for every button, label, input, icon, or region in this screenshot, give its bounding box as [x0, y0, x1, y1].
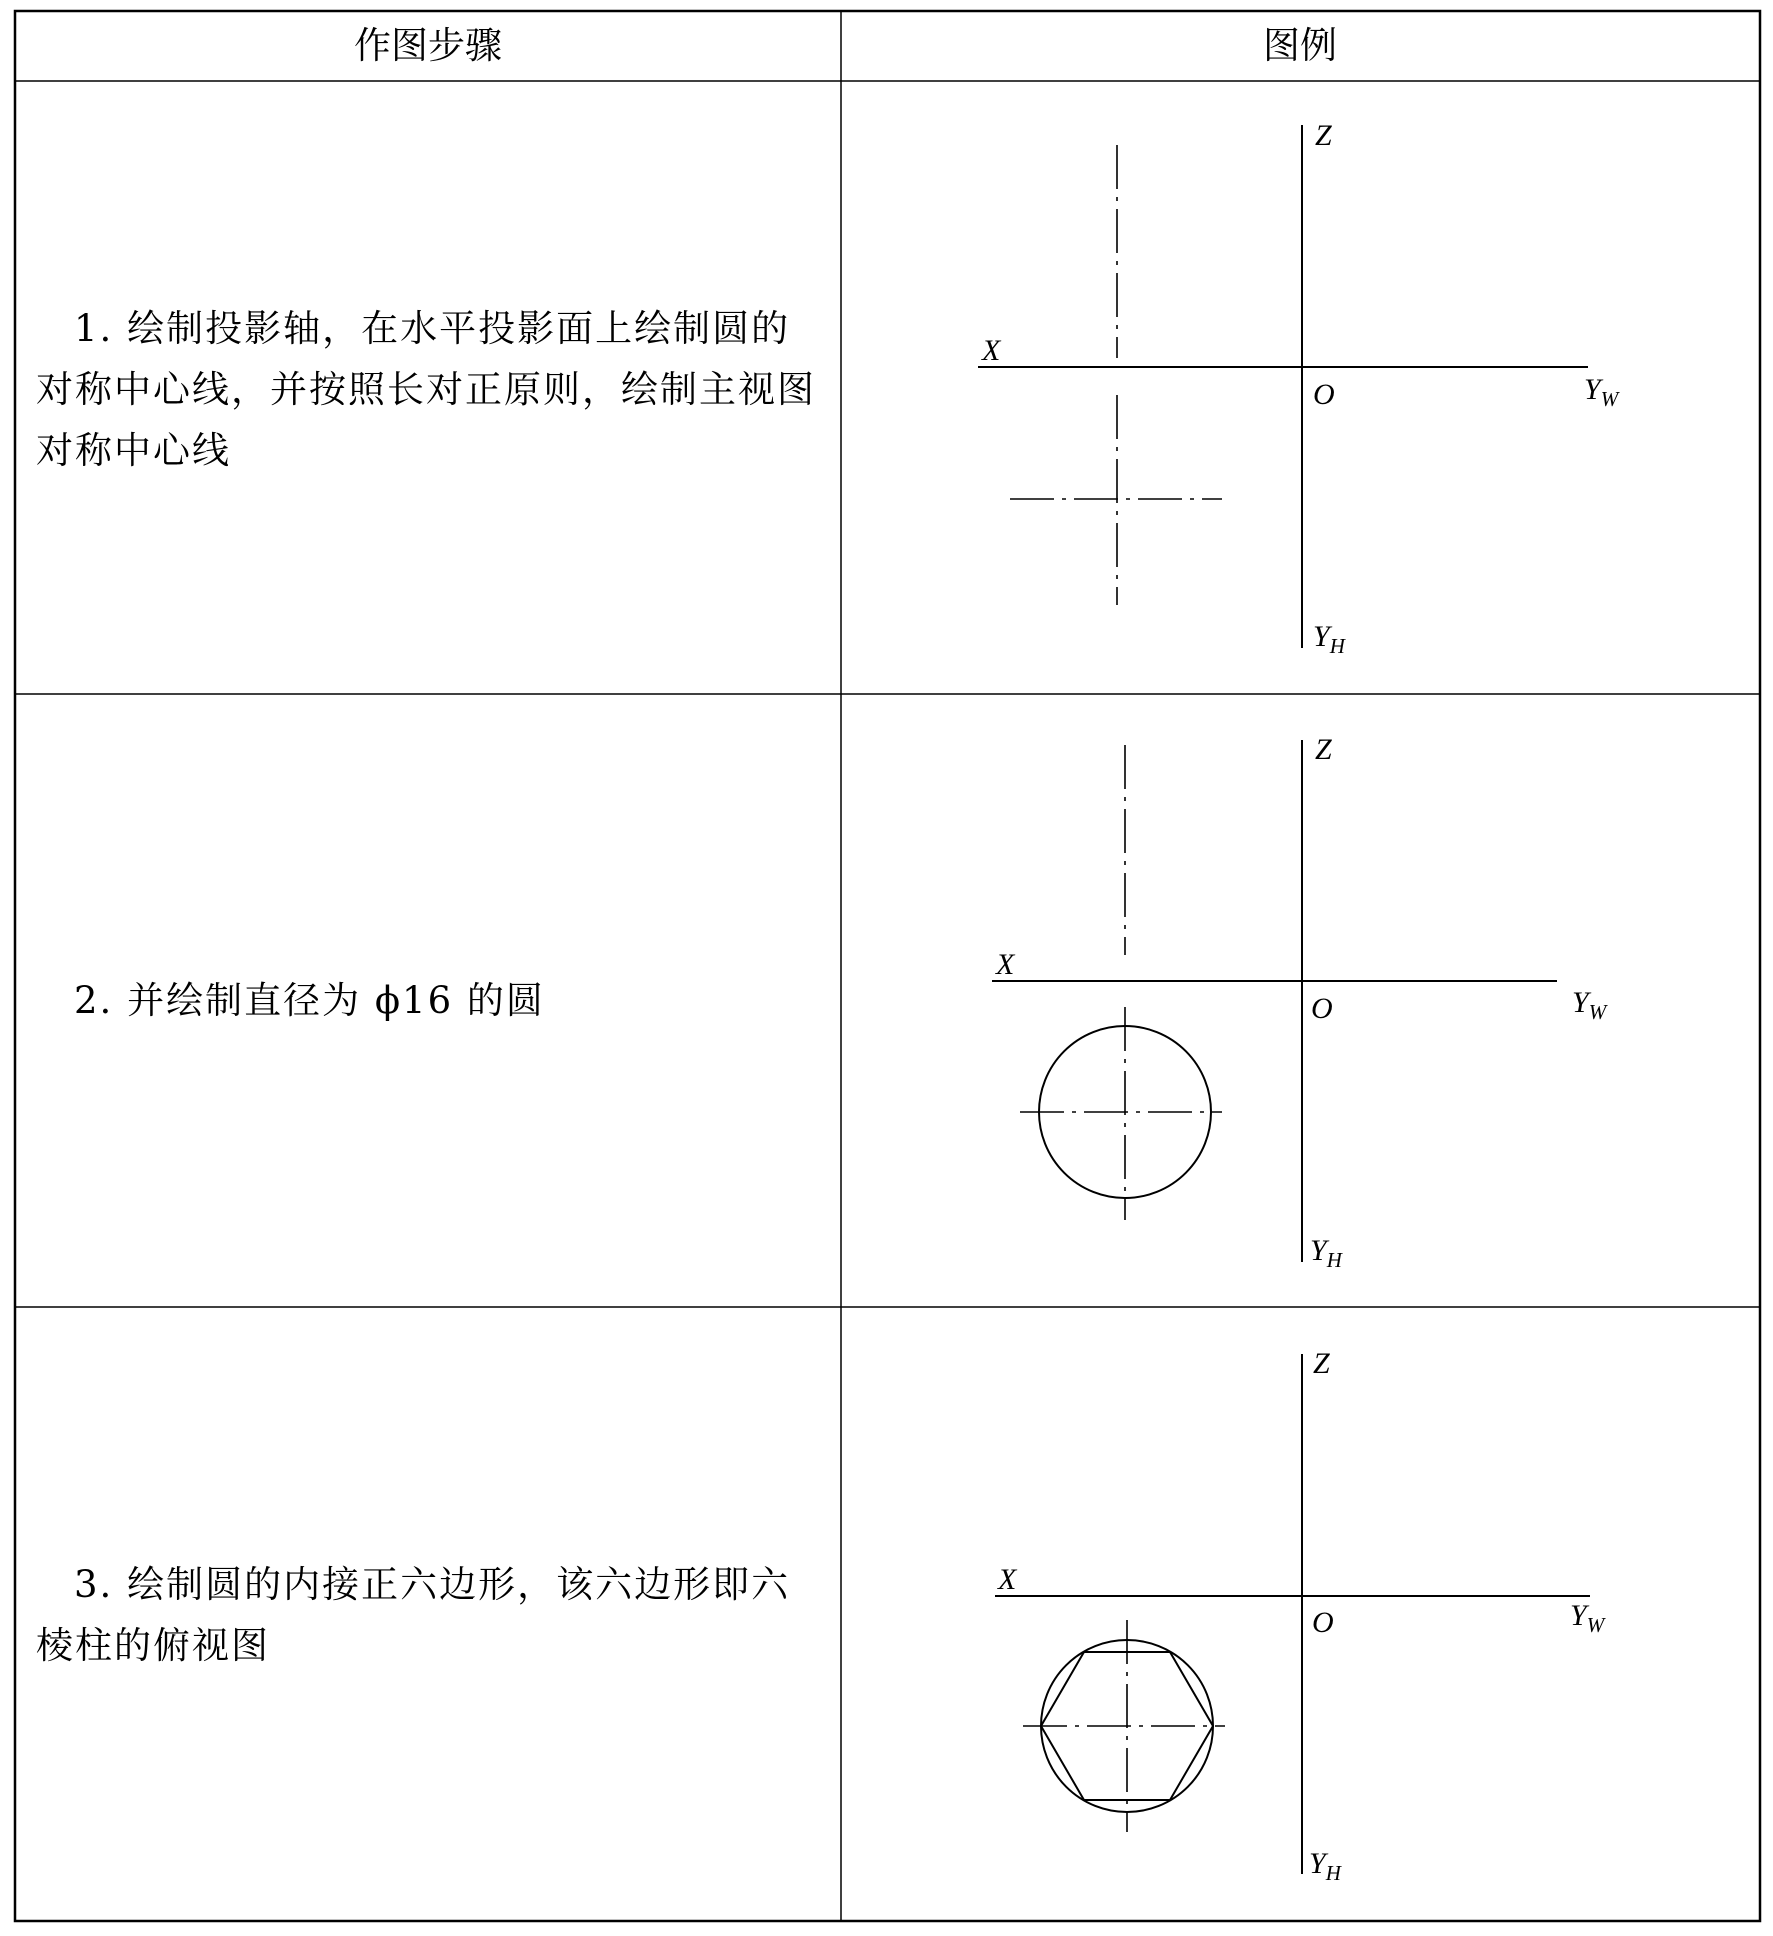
axis-label-z: Z — [1315, 733, 1332, 766]
header-figure: 图例 — [1263, 26, 1337, 67]
step-2-number: 2. — [74, 979, 114, 1022]
axis-label-x: X — [996, 948, 1015, 981]
header-steps: 作图步骤 — [354, 26, 502, 67]
axis-label-z: Z — [1315, 119, 1332, 152]
figure-3 — [995, 1347, 1607, 1885]
axis-label-origin: O — [1312, 1606, 1334, 1639]
step-1-text — [36, 298, 826, 481]
step-1-number: 1. — [74, 307, 114, 350]
axis-label-yh: $Y_H$ — [1313, 620, 1345, 658]
step-2-text — [36, 970, 826, 1031]
axis-label-x: X — [982, 334, 1001, 367]
axis-label-origin: O — [1313, 378, 1335, 411]
step-3-number: 3. — [74, 1563, 114, 1606]
step-3-description: 绘制圆的内接正六边形，该六边形即六棱柱的俯视图 — [36, 1563, 791, 1667]
figure-1 — [978, 119, 1621, 658]
axis-label-yw: $Y_W$ — [1584, 373, 1619, 411]
axis-label-origin: O — [1311, 992, 1333, 1025]
step-2-description: 并绘制直径为 ϕ16 的圆 — [127, 979, 545, 1022]
figure-2 — [992, 733, 1609, 1272]
axis-label-z: Z — [1313, 1347, 1330, 1380]
axis-label-yw: $Y_W$ — [1572, 986, 1607, 1024]
axis-label-yw: $Y_W$ — [1570, 1599, 1605, 1637]
axis-label-x: X — [998, 1563, 1017, 1596]
step-1-description: 绘制投影轴，在水平投影面上绘制圆的对称中心线，并按照长对正原则，绘制主视图对称中心线 — [36, 307, 816, 472]
axis-label-yh: $Y_H$ — [1309, 1847, 1341, 1885]
axis-label-yh: $Y_H$ — [1310, 1234, 1342, 1272]
step-3-text — [36, 1554, 826, 1676]
